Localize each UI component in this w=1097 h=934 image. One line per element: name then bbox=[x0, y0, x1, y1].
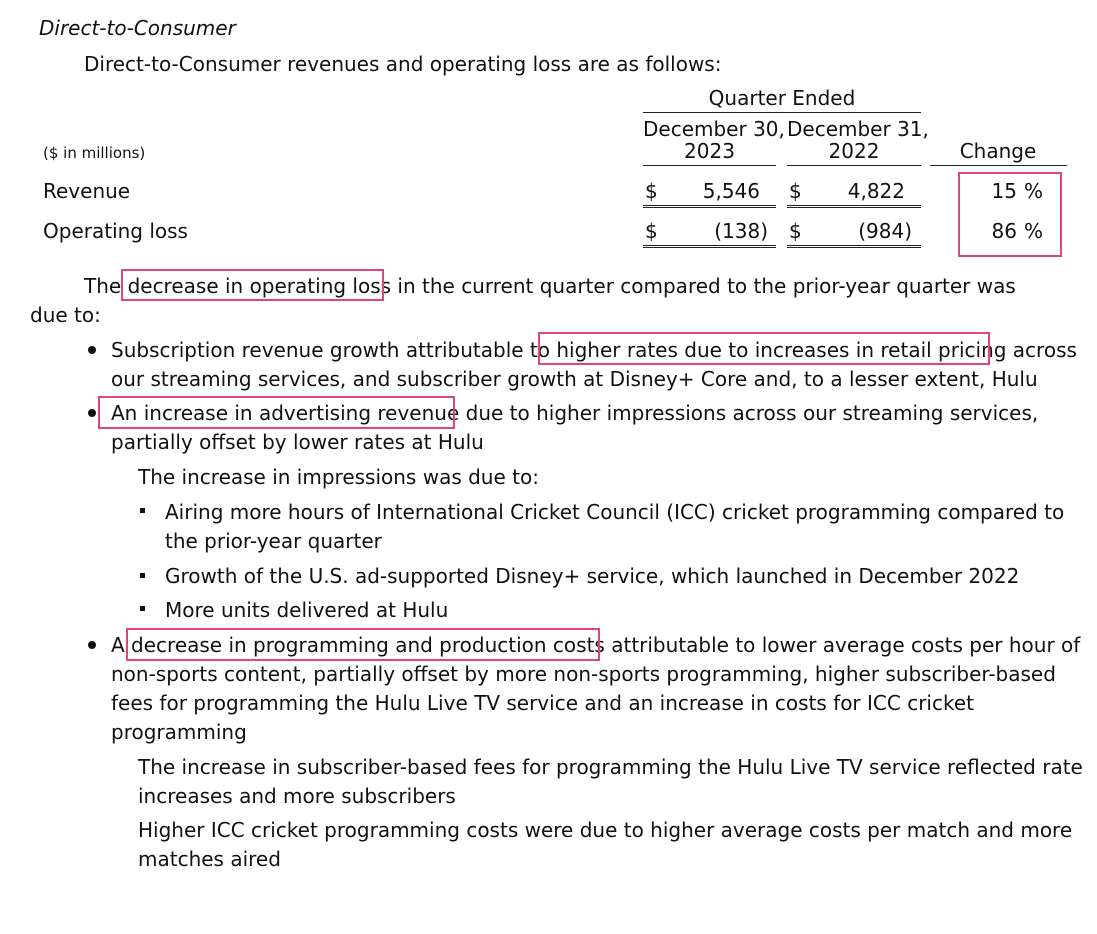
sub-item-line1: More units delivered at Hulu bbox=[165, 598, 449, 622]
highlight-programming-costs: decrease in programming and production costs bbox=[131, 633, 605, 657]
impressions-intro: The increase in impressions was due to: bbox=[138, 465, 539, 489]
change-highlight-box bbox=[958, 172, 1062, 257]
bullet2-text-b: due to higher impressions across our streaming services, bbox=[459, 401, 1039, 425]
bullet-dot bbox=[88, 641, 96, 649]
change-value: 15 bbox=[991, 179, 1017, 203]
highlight-higher-rates: higher rates due to increases in retail pricing bbox=[556, 338, 1007, 362]
currency-symbol: $ bbox=[645, 219, 658, 243]
row-label: Operating loss bbox=[43, 219, 188, 243]
bullet3-line2: non-sports content, partially offset by more non-sports programming, higher subscriber-based bbox=[111, 662, 1056, 686]
square-bullet bbox=[140, 508, 145, 513]
bullet3-line3: fees for programming the Hulu Live TV service and an increase in costs for ICC cricket bbox=[111, 691, 974, 715]
op-loss-total-rule bbox=[643, 245, 776, 248]
para1-line2: due to: bbox=[30, 303, 101, 327]
currency-symbol: $ bbox=[789, 219, 802, 243]
col2-header-rule bbox=[787, 165, 921, 166]
change-header: Change bbox=[959, 139, 1037, 163]
revenue-total-rule bbox=[787, 205, 921, 208]
value-2022: (984) bbox=[858, 219, 912, 243]
bullet-dot bbox=[88, 346, 96, 354]
square-bullet bbox=[140, 573, 145, 578]
value-2023: 5,546 bbox=[702, 179, 760, 203]
currency-symbol: $ bbox=[645, 179, 658, 203]
bullet3-text-b: attributable to lower average costs per hour of bbox=[604, 633, 1081, 657]
intro-text: Direct-to-Consumer revenues and operating loss are as follows: bbox=[84, 52, 722, 76]
op-loss-total-rule bbox=[787, 245, 921, 248]
table-group-header: Quarter Ended bbox=[708, 86, 856, 110]
section-title: Direct-to-Consumer bbox=[39, 16, 236, 40]
percent-sign: % bbox=[1024, 219, 1044, 243]
sub-item-line1: Airing more hours of International Cricket Council (ICC) cricket programming compared to bbox=[165, 500, 1065, 524]
para1-text-a: The bbox=[84, 274, 128, 298]
highlight-decrease-operating-loss: decrease in operating loss bbox=[127, 274, 392, 298]
bullet2-line2: partially offset by lower rates at Hulu bbox=[111, 430, 484, 454]
col1-header-rule bbox=[643, 165, 776, 166]
value-2022: 4,822 bbox=[847, 179, 905, 203]
note1-line1: The increase in subscriber-based fees for programming the Hulu Live TV service reflected rate bbox=[138, 755, 1083, 779]
highlight-box-operating-loss bbox=[121, 269, 384, 301]
bullet3-text-a: A bbox=[111, 633, 132, 657]
units-label: ($ in millions) bbox=[43, 144, 146, 162]
note2-line1: Higher ICC cricket programming costs were due to higher average costs per match and more bbox=[138, 818, 1073, 842]
col2-header-line1: December 31, bbox=[787, 117, 929, 141]
col1-header-line1: December 30, bbox=[643, 117, 785, 141]
highlight-box-advertising bbox=[98, 396, 455, 429]
highlight-box-programming-costs bbox=[126, 628, 600, 661]
sub-item-line2: the prior-year quarter bbox=[165, 529, 382, 553]
group-header-rule bbox=[643, 112, 921, 113]
bullet-dot bbox=[88, 409, 96, 417]
para1-text-b: in the current quarter compared to the prior-year quarter was bbox=[391, 274, 1016, 298]
col2-header-line2: 2022 bbox=[828, 139, 880, 163]
value-2023: (138) bbox=[714, 219, 768, 243]
bullet1-line2: our streaming services, and subscriber growth at Disney+ Core and, to a lesser extent, Hulu bbox=[111, 367, 1038, 391]
change-header-rule bbox=[930, 165, 1067, 166]
note1-line2: increases and more subscribers bbox=[138, 784, 456, 808]
square-bullet bbox=[140, 606, 145, 611]
bullet3-line4: programming bbox=[111, 720, 247, 744]
percent-sign: % bbox=[1024, 179, 1044, 203]
highlight-advertising-revenue: An increase in advertising revenue bbox=[111, 401, 460, 425]
revenue-total-rule bbox=[643, 205, 776, 208]
bullet1-text-b: across bbox=[1006, 338, 1077, 362]
change-value: 86 bbox=[991, 219, 1017, 243]
row-label: Revenue bbox=[43, 179, 131, 203]
sub-item-line1: Growth of the U.S. ad-supported Disney+ service, which launched in December 2022 bbox=[165, 564, 1020, 588]
bullet1-text-a: Subscription revenue growth attributable to bbox=[111, 338, 557, 362]
highlight-box-higher-rates bbox=[538, 332, 990, 365]
currency-symbol: $ bbox=[789, 179, 802, 203]
col1-header-line2: 2023 bbox=[684, 139, 735, 163]
note2-line2: matches aired bbox=[138, 847, 281, 871]
